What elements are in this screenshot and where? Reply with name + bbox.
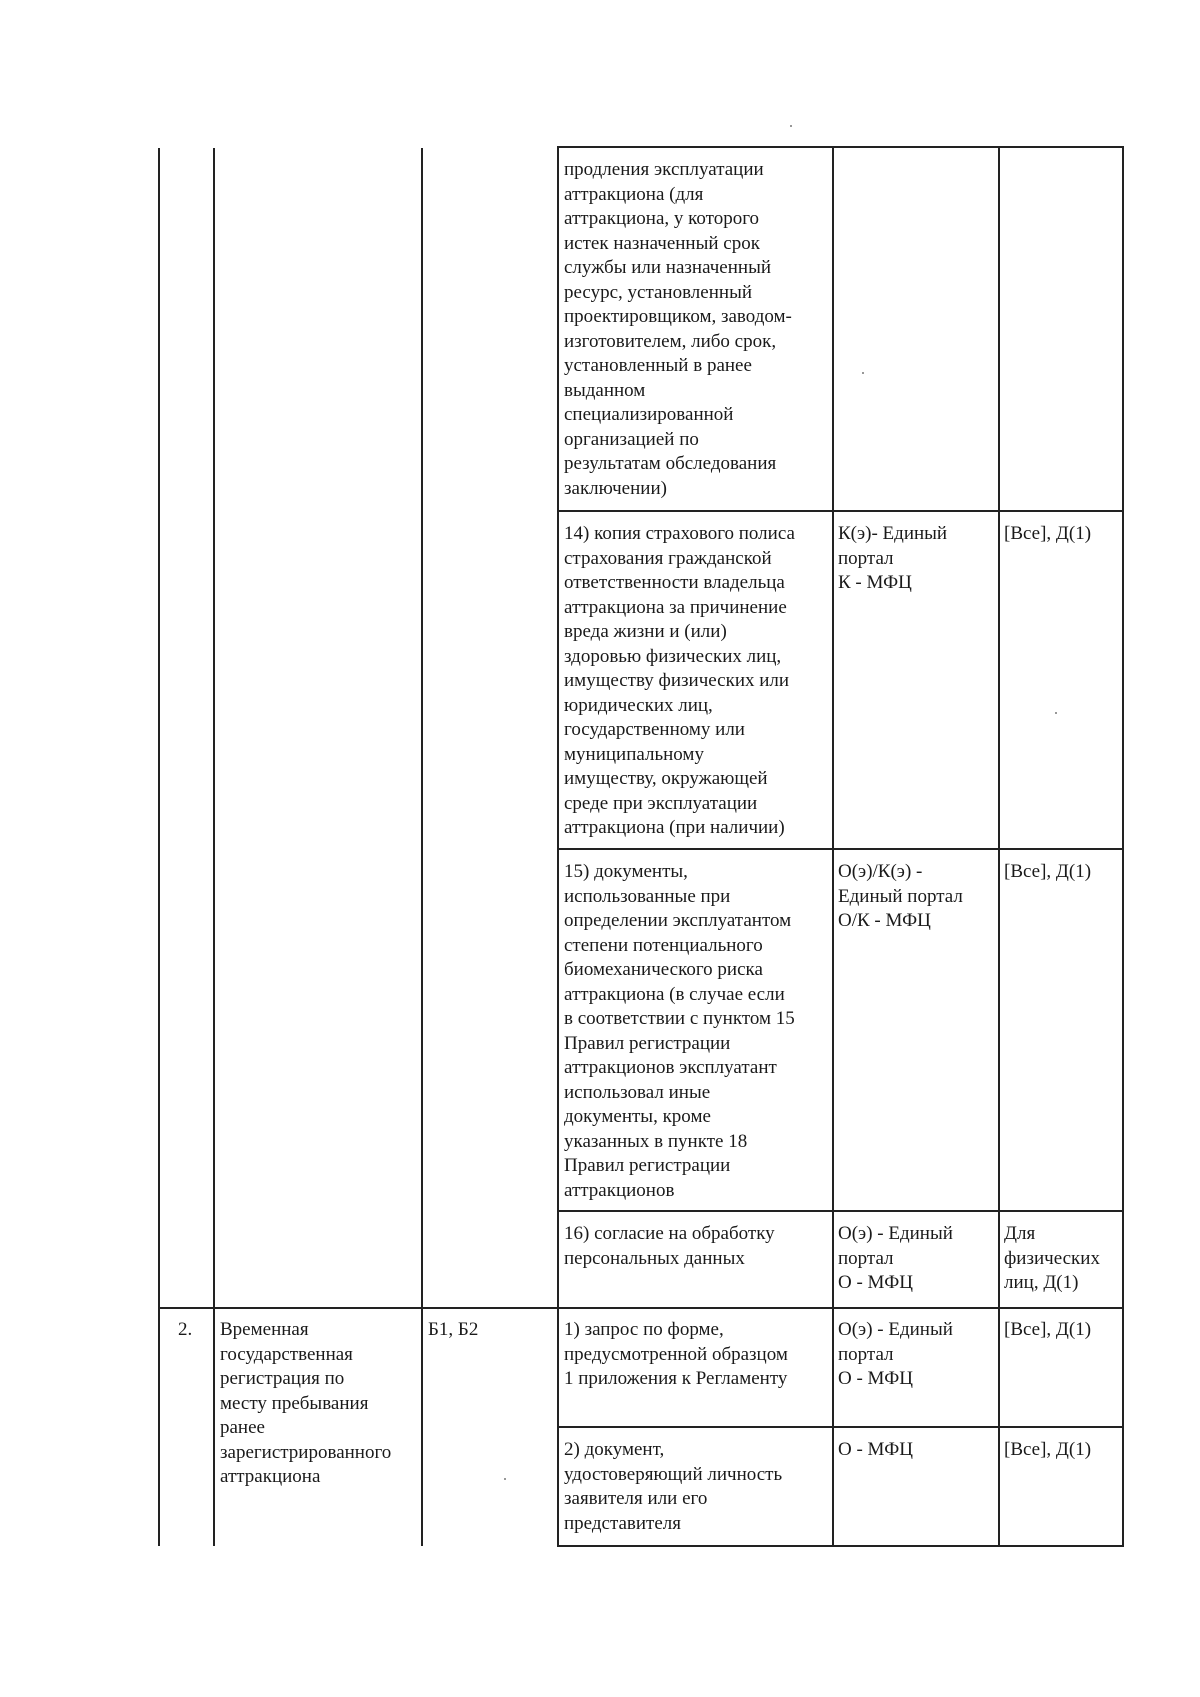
service-number: 2. xyxy=(178,1319,193,1340)
row-divider-1 xyxy=(557,510,1124,512)
table-row-3-form: О(э)/К(э) - Единый портал О/К - МФЦ xyxy=(838,861,963,931)
table-row-4-category: Для физических лиц, Д(1) xyxy=(1004,1223,1100,1293)
scan-speck xyxy=(1055,712,1057,714)
table-row-4-document: 16) согласие на обработку персональных данных xyxy=(564,1223,775,1269)
service-codes: Б1, Б2 xyxy=(428,1319,479,1340)
row-divider-3 xyxy=(557,1210,1124,1212)
service-name: Временная государственная регистрация по месту пребывания ранее зарегистрированного аттракциона xyxy=(220,1319,392,1487)
table-row-2-form: К(э)- Единый портал К - МФЦ xyxy=(838,523,948,593)
service-2-row-1-document: 1) запрос по форме, предусмотренной образцом 1 приложения к Регламенту xyxy=(564,1319,788,1389)
column-divider-name xyxy=(421,148,423,1546)
scan-speck xyxy=(790,125,792,127)
service-2-row-1-category: [Все], Д(1) xyxy=(1004,1319,1092,1340)
table-row-2-document: 14) копия страхового полиса страхования гражданской ответственности владельца аттракциона за причинение вреда жизни и (или) здоровью физических лиц, имуществу физических или юридических лиц, государственному или муниципальному имуществу, окружающей среде при эксплуатации аттракциона (при наличии) xyxy=(564,523,795,838)
table-row-3-document: 15) документы, использованные при определении эксплуатантом степени потенциального биомеханического риска аттракциона (в случае если в соответствии с пунктом 15 Правил регистрации аттракционов эксплуатант использовал иные документы, кроме указанных в пункте 18 Правил регистрации аттракционов xyxy=(564,861,795,1201)
service-2-row-2-category: [Все], Д(1) xyxy=(1004,1439,1092,1460)
table-left-border xyxy=(158,148,160,1546)
table-row-4-form: О(э) - Единый портал О - МФЦ xyxy=(838,1223,953,1293)
column-divider-number xyxy=(213,148,215,1546)
bottom-border-right-block xyxy=(557,1545,1124,1547)
top-border-right-block xyxy=(557,146,1124,148)
service-2-row-2-form: О - МФЦ xyxy=(838,1439,913,1460)
table-right-border xyxy=(1122,148,1124,1546)
table-row-3-category: [Все], Д(1) xyxy=(1004,861,1092,882)
row-divider-5 xyxy=(557,1426,1124,1428)
column-divider-form xyxy=(998,148,1000,1546)
table-row-2-category: [Все], Д(1) xyxy=(1004,523,1092,544)
column-divider-documents xyxy=(832,148,834,1546)
service-2-row-2-document: 2) документ, удостоверяющий личность заявителя или его представителя xyxy=(564,1439,783,1534)
section-divider xyxy=(158,1307,1124,1309)
column-divider-codes xyxy=(557,148,559,1546)
scan-speck xyxy=(504,1478,506,1480)
table-row-1-document: продления эксплуатации аттракциона (для аттракциона, у которого истек назначенный срок службы или назначенный ресурс, установленный проектировщиком, заводом- изготовителем, либо срок, установленный в ранее выданном специализированной организацией по результатам обследования заключении) xyxy=(564,159,792,499)
service-2-row-1-form: О(э) - Единый портал О - МФЦ xyxy=(838,1319,953,1389)
scan-speck xyxy=(862,372,864,374)
row-divider-2 xyxy=(557,848,1124,850)
